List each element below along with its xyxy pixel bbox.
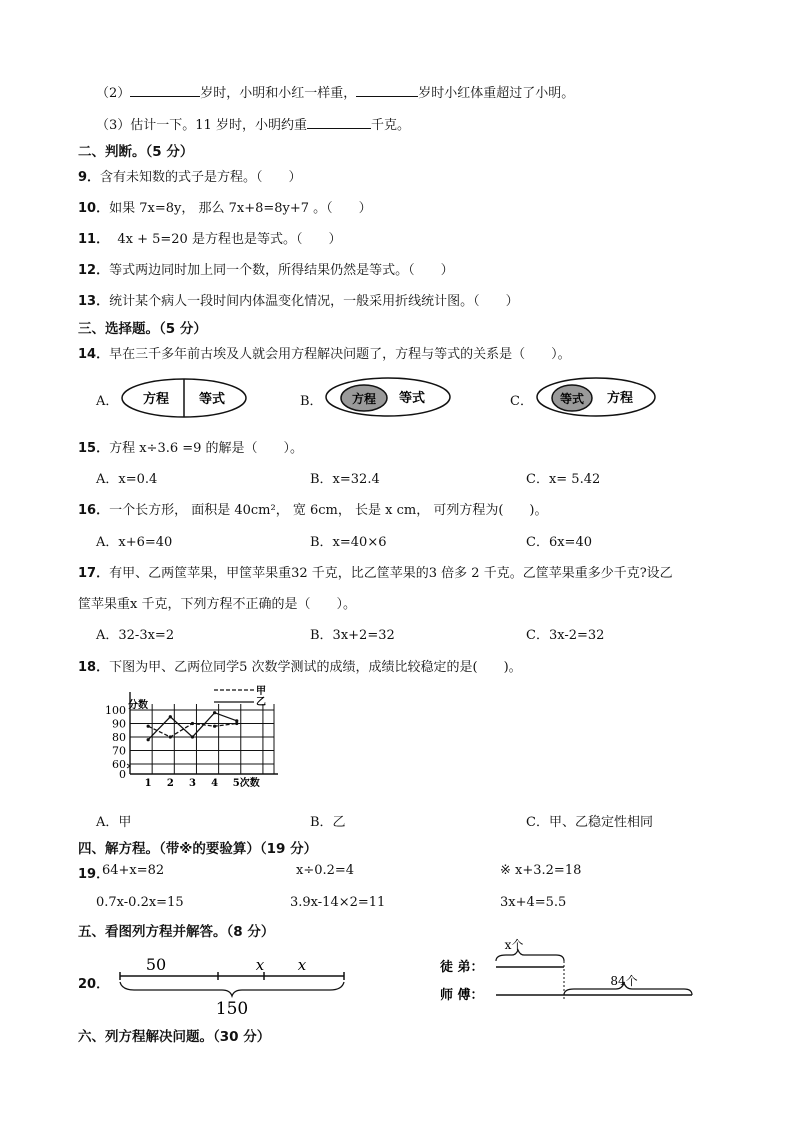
y-tick-label: 70 <box>112 744 126 758</box>
legend-label-yi: 乙 <box>256 697 266 708</box>
data-point <box>169 715 172 718</box>
judge-item-9: 9．含有未知数的式子是方程。（ ） <box>78 170 302 185</box>
equation-6: 3x+4=5.5 <box>500 895 567 910</box>
question-14: 14．早在三千多年前古埃及人就会用方程解决问题了，方程与等式的关系是（ ）。 <box>78 347 571 362</box>
x-tick-label: 5次数 <box>232 778 260 789</box>
equation-1: 64+x=82 <box>102 863 165 878</box>
answer-blank[interactable] <box>130 83 200 97</box>
legend-label-jia: 甲 <box>256 686 266 697</box>
data-point <box>147 725 150 728</box>
label-inner: 方程 <box>351 392 377 406</box>
section-title-diagram: 五、看图列方程并解答。（8 分） <box>78 924 275 940</box>
q15-option-a[interactable]: A．x=0.4 <box>96 472 158 487</box>
label-tudi: 徒 弟： <box>440 960 484 975</box>
segment-label-x1: x <box>255 956 265 974</box>
data-point <box>213 711 216 714</box>
judge-item-10: 10．如果 7x=8y， 那么 7x+8=8y+7 。（ ） <box>78 201 372 216</box>
x-tick-label: 2 <box>166 778 174 789</box>
q18-option-c[interactable]: C．甲、乙稳定性相同 <box>526 815 653 830</box>
equation-5: 3.9x-14×2=11 <box>290 895 386 910</box>
diagram-option-a <box>118 376 250 420</box>
y-tick-label: 100 <box>105 704 126 717</box>
question-17-cont: 筐苹果重x 千克，下列方程不正确的是（ ）。 <box>78 597 356 612</box>
q16-option-a[interactable]: A．x+6=40 <box>96 535 173 550</box>
data-point <box>191 735 194 738</box>
q18-option-b[interactable]: B．乙 <box>310 815 346 830</box>
total-label-150: 150 <box>215 999 249 1018</box>
segment-label-50: 50 <box>145 955 167 974</box>
option-c-label[interactable]: C． <box>510 394 533 409</box>
question-part-3: （3）估计一下。11 岁时，小明约重 千克。 <box>96 114 410 133</box>
diagram-option-b <box>322 376 454 420</box>
label-fangcheng: 方程 <box>142 392 170 407</box>
q18-option-a[interactable]: A．甲 <box>96 815 132 830</box>
data-point <box>235 719 238 722</box>
y-tick-label: 60 <box>112 758 126 771</box>
q16-option-c[interactable]: C．6x=40 <box>526 535 592 550</box>
question-20-num: 20． <box>78 977 110 992</box>
section-title-judge: 二、判断。（5 分） <box>78 144 194 160</box>
judge-item-13: 13．统计某个病人一段时间内体温变化情况，一般采用折线统计图。（ ） <box>78 294 519 309</box>
label-outer: 等式 <box>398 391 426 406</box>
q17-option-a[interactable]: A．32-3x=2 <box>96 628 175 643</box>
question-18: 18．下图为甲、乙两位同学5 次数学测试的成绩，成绩比较稳定的是( )。 <box>78 660 522 675</box>
question-19-num: 19． <box>78 867 110 882</box>
question-part-2: （2） 岁时，小明和小红一样重， 岁时小红体重超过了小明。 <box>96 82 574 101</box>
equation-4: 0.7x-0.2x=15 <box>96 895 184 910</box>
q15-option-c[interactable]: C．x= 5.42 <box>526 472 601 487</box>
x-tick-label: 4 <box>211 778 219 789</box>
judge-item-11: 11． 4x + 5=20 是方程也是等式。（ ） <box>78 232 342 247</box>
option-a-label[interactable]: A． <box>96 394 119 409</box>
data-point <box>147 738 150 741</box>
diagram-option-c <box>534 376 662 420</box>
label-outer: 方程 <box>606 391 634 406</box>
q16-option-b[interactable]: B．x=40×6 <box>310 535 387 550</box>
segment-label-x2: x <box>297 956 307 974</box>
label-x-ge: x个 <box>504 938 524 952</box>
option-b-label[interactable]: B． <box>300 394 323 409</box>
y-axis-label: 分数 <box>128 700 148 711</box>
equation-3: ※ x+3.2=18 <box>500 863 582 878</box>
label-84-ge: 84个 <box>610 974 638 988</box>
label-dengshi: 等式 <box>198 392 226 407</box>
question-17: 17．有甲、乙两筐苹果，甲筐苹果重32 千克，比乙筐苹果的3 倍多 2 千克。乙筐苹果重多少千克?设乙 <box>78 566 673 581</box>
section-title-choice: 三、选择题。（5 分） <box>78 321 207 337</box>
label-shifu: 师 傅： <box>440 988 484 1003</box>
x-tick-label: 1 <box>144 778 152 789</box>
label-inner: 等式 <box>559 392 585 406</box>
y-tick-label: 0 <box>119 768 126 781</box>
segment-diagram <box>114 950 350 1018</box>
section-title-word-problems: 六、列方程解决问题。（30 分） <box>78 1029 271 1045</box>
section-title-solve: 四、解方程。（带※的要验算）（19 分） <box>78 841 318 857</box>
answer-blank[interactable] <box>307 115 371 129</box>
y-tick-label: 80 <box>112 731 126 744</box>
q15-option-b[interactable]: B．x=32.4 <box>310 472 380 487</box>
question-15: 15．方程 x÷3.6 =9 的解是（ ）。 <box>78 441 304 456</box>
answer-blank[interactable] <box>356 83 418 97</box>
score-line-chart <box>104 684 284 790</box>
data-point <box>191 722 194 725</box>
comparison-diagram <box>440 937 702 1005</box>
q17-option-b[interactable]: B．3x+2=32 <box>310 628 395 643</box>
x-tick-label: 3 <box>188 778 196 789</box>
data-point <box>213 725 216 728</box>
data-point <box>169 735 172 738</box>
y-tick-label: 90 <box>112 717 126 731</box>
q17-option-c[interactable]: C．3x-2=32 <box>526 628 605 643</box>
equation-2: x÷0.2=4 <box>296 863 355 878</box>
question-16: 16．一个长方形， 面积是 40cm²， 宽 6cm， 长是 x cm， 可列方程为( )。 <box>78 503 548 518</box>
judge-item-12: 12．等式两边同时加上同一个数，所得结果仍然是等式。（ ） <box>78 263 454 278</box>
